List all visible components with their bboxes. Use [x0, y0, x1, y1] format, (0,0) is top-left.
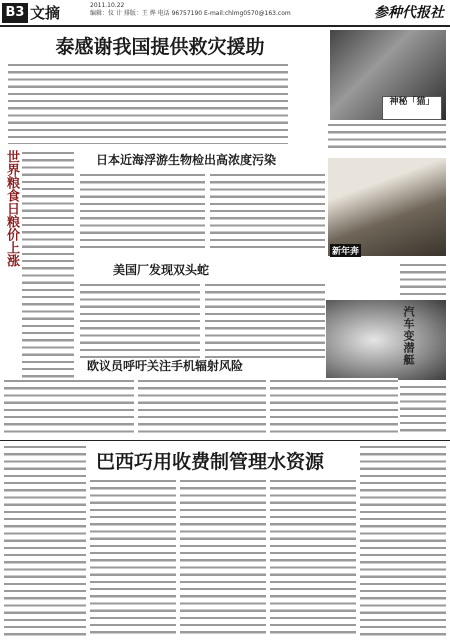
brazil-body-4: [270, 478, 356, 636]
photo-caption-box: 神秘「猫」: [382, 96, 442, 120]
submarine-car-title: 汽车变潜艇: [402, 306, 415, 366]
photo-caption-text: [328, 122, 446, 152]
submarine-car-photo: [326, 300, 446, 380]
article-title-plankton: 日本近海浮游生物检出高浓度污染: [96, 153, 277, 167]
tiger-photo-label: 新年奔: [330, 244, 361, 257]
radiation-body-1: [4, 378, 134, 436]
snake-body-left: [80, 282, 200, 362]
article-title-snake: 美国厂发现双头蛇: [112, 263, 209, 277]
article-body-thanks: [8, 62, 288, 144]
grain-price-vertical-title: 世界粮食日粮价上涨: [4, 150, 19, 267]
plankton-body-right: [210, 172, 325, 250]
article-title-brazil: 巴西巧用收费制管理水资源: [95, 451, 324, 473]
brazil-body-3: [180, 478, 266, 636]
editor-line: 编辑：仪 计 排版：王 烨 电话 96757190 E-mail:chlmg0570@163.com: [90, 10, 291, 17]
snake-body-right: [205, 282, 325, 362]
date-line: 2011.10.22: [90, 2, 125, 9]
brazil-body-1: [4, 444, 86, 636]
newspaper-brand: 参种代报社: [374, 5, 444, 21]
article-title-thanks: 泰感谢我国提供救灾援助: [55, 36, 265, 58]
section-title: 文摘: [30, 4, 61, 22]
radiation-body-2: [138, 378, 266, 436]
radiation-body-3: [270, 378, 398, 436]
brazil-body-2: [90, 478, 176, 636]
article-title-radiation: 欧议员呼吁关注手机辐射风险: [86, 359, 243, 373]
submarine-caption: [400, 384, 446, 434]
header-meta: [90, 2, 291, 18]
page-number: B3: [2, 3, 28, 23]
plankton-body-left: [80, 172, 205, 250]
tiger-caption: [400, 262, 446, 302]
tiger-photo: [328, 158, 446, 256]
section-divider: [0, 440, 450, 441]
brazil-body-5: [360, 444, 446, 636]
header-rule: [0, 25, 450, 27]
